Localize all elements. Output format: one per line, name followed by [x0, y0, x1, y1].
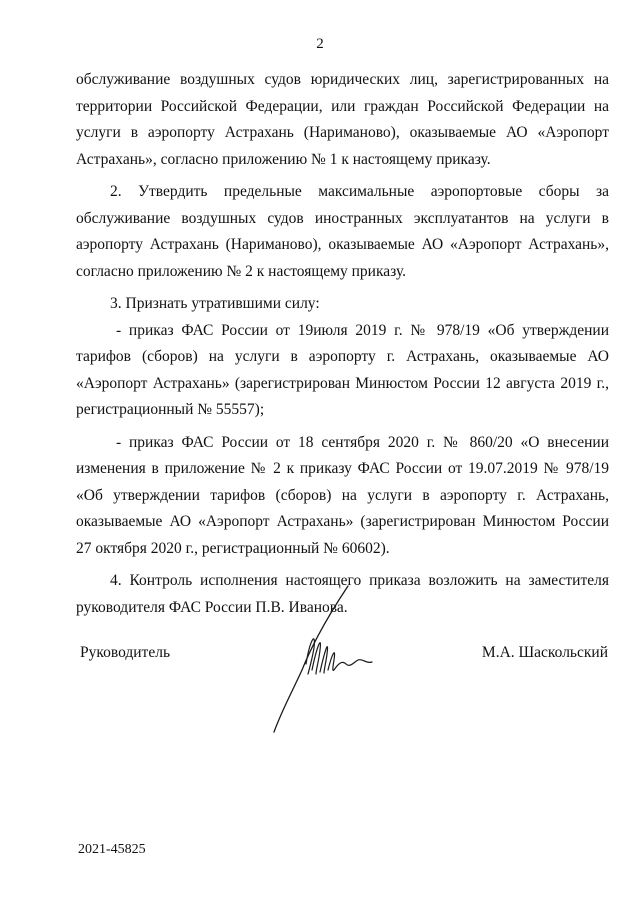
page-number: 2 [316, 36, 324, 52]
signatory-title: Руководитель [80, 644, 171, 661]
document-registration-number: 2021-45825 [78, 842, 146, 857]
paragraph-order-860: - приказ ФАС России от 18 сентября 2020 г. № 860/20 «О внесении изменения в приложение № 2 к приказу ФАС России от 19.07.2019 № 978/19 «Об утверждении тарифов (сборов) на услуги в аэропорту г. Астрахань, оказываемые АО «Аэропорт Астрахань» (зарегистрирован Минюстом России 27 октября 2020 г., регистрационный № 60602). [76, 433, 609, 557]
handwritten-signature [262, 580, 382, 740]
paragraph-item-3: 3. Признать утратившими силу: [110, 295, 320, 312]
signatory-name: М.А. Шаскольский [481, 644, 608, 661]
document-body [76, 67, 609, 621]
paragraph-order-978: - приказ ФАС России от 19июля 2019 г. № 978/19 «Об утверждении тарифов (сборов) на услуги в аэропорту г. Астрахань, оказываемые АО «Аэропорт Астрахань» (зарегистрирован Минюстом России 12 августа 2019 г., регистрационный № 55557); [76, 321, 609, 418]
paragraph-item-2: 2. Утвердить предельные максимальные аэропортовые сборы за обслуживание воздушных судов иностранных эксплуатантов на услуги в аэропорту Астрахань (Нариманово), оказываемые АО «Аэропорт Астрахань», согласно приложению № 2 к настоящему приказу. [76, 183, 609, 280]
paragraph-item-4: 4. Контроль исполнения настоящего приказа возложить на заместителя руководителя ФАС России П.В. Иванова. [76, 572, 609, 616]
paragraph-continuation: обслуживание воздушных судов юридических лиц, зарегистрированных на территории Российской Федерации, или граждан Российской Федерации на услуги в аэропорту Астрахань (Нариманово), оказываемые АО «Аэропорт Астрахань», согласно приложению № 1 к настоящему приказу. [76, 71, 609, 168]
